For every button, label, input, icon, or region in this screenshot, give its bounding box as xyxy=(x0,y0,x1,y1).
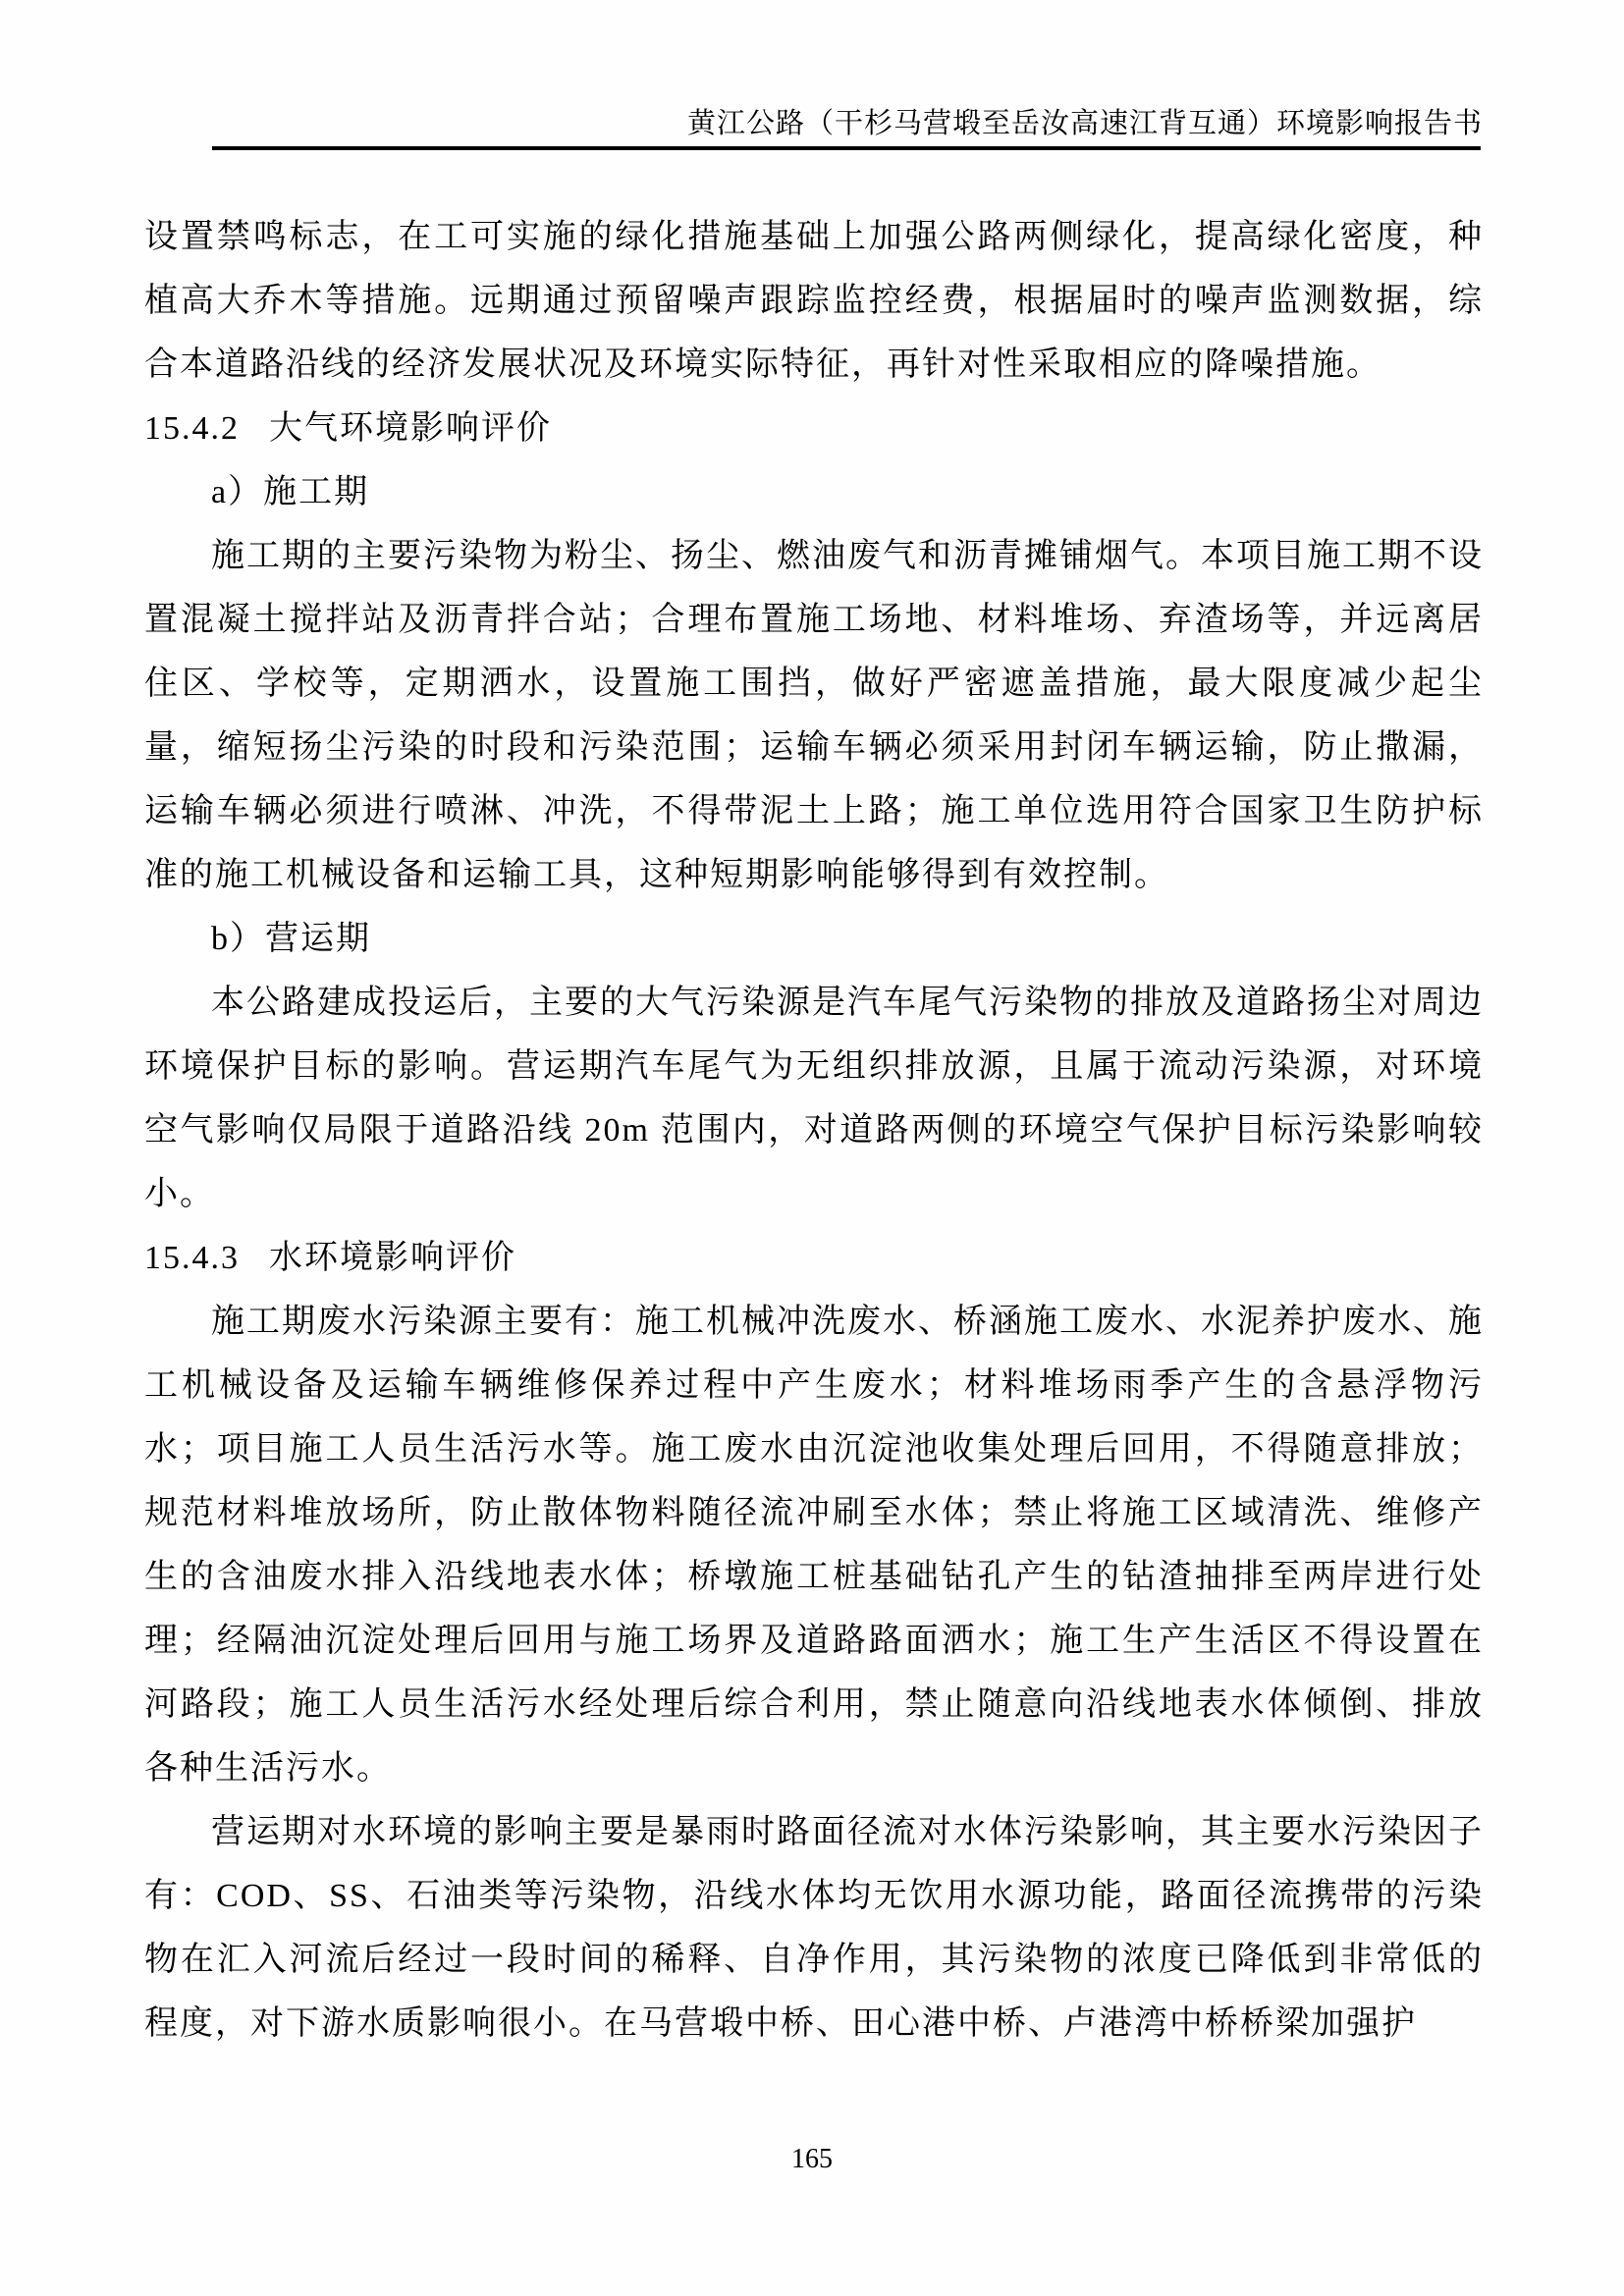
section-title: 大气环境影响评价 xyxy=(269,410,552,447)
section-number: 15.4.3 xyxy=(144,1240,240,1276)
page-footer xyxy=(0,2144,1624,2175)
paragraph-construction-air-pollution: 施工期的主要污染物为粉尘、扬尘、燃油废气和沥青摊铺烟气。本项目施工期不设置混凝土搅拌站及沥青拌合站；合理布置施工场地、材料堆场、弃渣场等，并远离居住区、学校等，定期洒水，设置施工围挡，做好严密遮盖措施，最大限度减少起尘量，缩短扬尘污染的时段和污染范围；运输车辆必须采用封闭车辆运输，防止撒漏，运输车辆必须进行喷淋、冲洗，不得带泥土上路；施工单位选用符合国家卫生防护标准的施工机械设备和运输工具，这种短期影响能够得到有效控制。 xyxy=(144,538,1484,893)
page-number: 165 xyxy=(791,2144,833,2174)
document-body xyxy=(144,205,1484,2056)
subitem-a-construction-period: a）施工期 xyxy=(211,474,370,510)
section-title: 水环境影响评价 xyxy=(269,1240,516,1276)
subitem-b-operation-period: b）营运期 xyxy=(211,921,371,957)
section-heading-water-impact xyxy=(144,1226,1484,1290)
header-rule xyxy=(212,146,1481,150)
paragraph-operation-air-pollution: 本公路建成投运后，主要的大气污染源是汽车尾气污染物的排放及道路扬尘对周边环境保护目标的影响。营运期汽车尾气为无组织排放源，且属于流动污染源，对环境空气影响仅局限于道路沿线 20m 范围内，对道路两侧的环境空气保护目标污染影响较小。 xyxy=(144,985,1484,1212)
paragraph-operation-runoff: 营运期对水环境的影响主要是暴雨时路面径流对水体污染影响，其主要水污染因子有：COD、SS、石油类等污染物，沿线水体均无饮用水源功能，路面径流携带的污染物在汇入河流后经过一段时间的稀释、自净作用，其污染物的浓度已降低到非常低的程度，对下游水质影响很小。在马营塅中桥、田心港中桥、卢港湾中桥桥梁加强护 xyxy=(144,1814,1484,2042)
paragraph-noise-measures-continuation: 设置禁鸣标志，在工可实施的绿化措施基础上加强公路两侧绿化，提高绿化密度，种植高大乔木等措施。远期通过预留噪声跟踪监控经费，根据届时的噪声监测数据，综合本道路沿线的经济发展状况及环境实际特征，再针对性采取相应的降噪措施。 xyxy=(144,219,1484,383)
section-number: 15.4.2 xyxy=(144,410,240,447)
paragraph-construction-wastewater: 施工期废水污染源主要有：施工机械冲洗废水、桥涵施工废水、水泥养护废水、施工机械设备及运输车辆维修保养过程中产生废水；材料堆场雨季产生的含悬浮物污水；项目施工人员生活污水等。施工废水由沉淀池收集处理后回用，不得随意排放；规范材料堆放场所，防止散体物料随径流冲刷至水体；禁止将施工区域清洗、维修产生的含油废水排入沿线地表水体；桥墩施工桩基础钻孔产生的钻渣抽排至两岸进行处理；经隔油沉淀处理后回用与施工场界及道路路面洒水；施工生产生活区不得设置在河路段；施工人员生活污水经处理后综合利用，禁止随意向沿线地表水体倾倒、排放各种生活污水。 xyxy=(144,1304,1484,1787)
header-title: 黄江公路（干杉马营塅至岳汝高速江背互通）环境影响报告书 xyxy=(686,108,1483,139)
section-heading-air-impact xyxy=(144,397,1484,460)
